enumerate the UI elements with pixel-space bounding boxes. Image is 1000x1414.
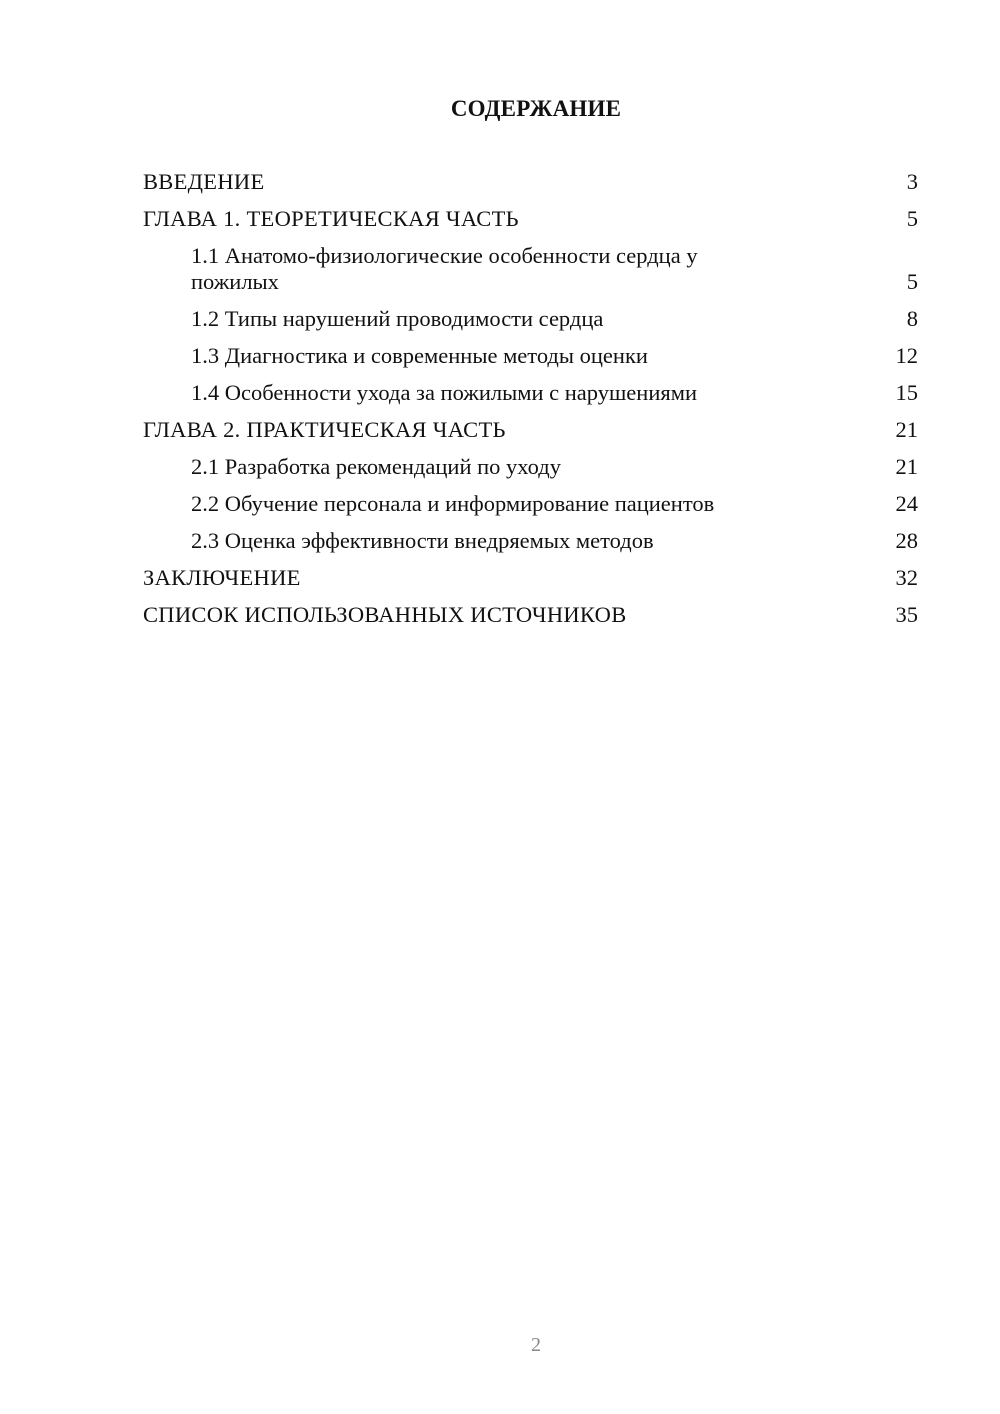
toc-entry-section-2-3[interactable] [143,528,918,554]
toc-entry-text: ГЛАВА 1. ТЕОРЕТИЧЕСКАЯ ЧАСТЬ [143,206,519,231]
toc-title: СОДЕРЖАНИЕ [450,96,622,121]
toc-entry-conclusion[interactable] [143,565,918,591]
table-of-contents [143,169,918,639]
toc-entry-chapter-1[interactable] [143,206,918,232]
toc-entry-page: 5 [906,269,918,294]
toc-entry-page: 5 [906,206,918,231]
toc-entry-section-2-1[interactable] [143,454,918,480]
toc-entry-section-1-1[interactable] [143,243,918,295]
toc-entry-section-1-4[interactable] [143,380,918,406]
toc-entry-page: 32 [895,565,918,590]
toc-entry-page: 15 [895,380,918,405]
toc-entry-text: 2.1 Разработка рекомендаций по уходу [191,454,561,479]
toc-entry-page: 35 [895,602,918,627]
toc-entry-references[interactable] [143,602,918,628]
toc-entry-page: 21 [895,454,918,479]
toc-entry-section-1-3[interactable] [143,343,918,369]
page-number: 2 [531,1334,541,1356]
toc-entry-text: 1.3 Диагностика и современные методы оценки [191,343,648,368]
toc-entry-section-2-2[interactable] [143,491,918,517]
toc-entry-text: 2.2 Обучение персонала и информирование пациентов [191,491,715,516]
toc-entry-page: 21 [895,417,918,442]
toc-entry-page: 8 [906,306,918,331]
toc-entry-text: ЗАКЛЮЧЕНИЕ [143,565,301,590]
toc-entry-text: 2.3 Оценка эффективности внедряемых методов [191,528,654,553]
toc-entry-chapter-2[interactable] [143,417,918,443]
toc-entry-text: ГЛАВА 2. ПРАКТИЧЕСКАЯ ЧАСТЬ [143,417,506,442]
toc-entry-text: СПИСОК ИСПОЛЬЗОВАННЫХ ИСТОЧНИКОВ [143,602,627,627]
toc-entry-text: ВВЕДЕНИЕ [143,169,265,194]
toc-entry-page: 12 [895,343,918,368]
toc-entry-page: 28 [895,528,918,553]
toc-entry-text: 1.4 Особенности ухода за пожилыми с нарушениями [191,380,697,405]
toc-entry-introduction[interactable] [143,169,918,195]
toc-entry-page: 3 [906,169,918,194]
toc-entry-text: 1.1 Анатомо-физиологические особенности сердца у пожилых [191,243,698,294]
toc-entry-section-1-2[interactable] [143,306,918,332]
toc-entry-page: 24 [895,491,918,516]
toc-entry-text: 1.2 Типы нарушений проводимости сердца [191,306,604,331]
